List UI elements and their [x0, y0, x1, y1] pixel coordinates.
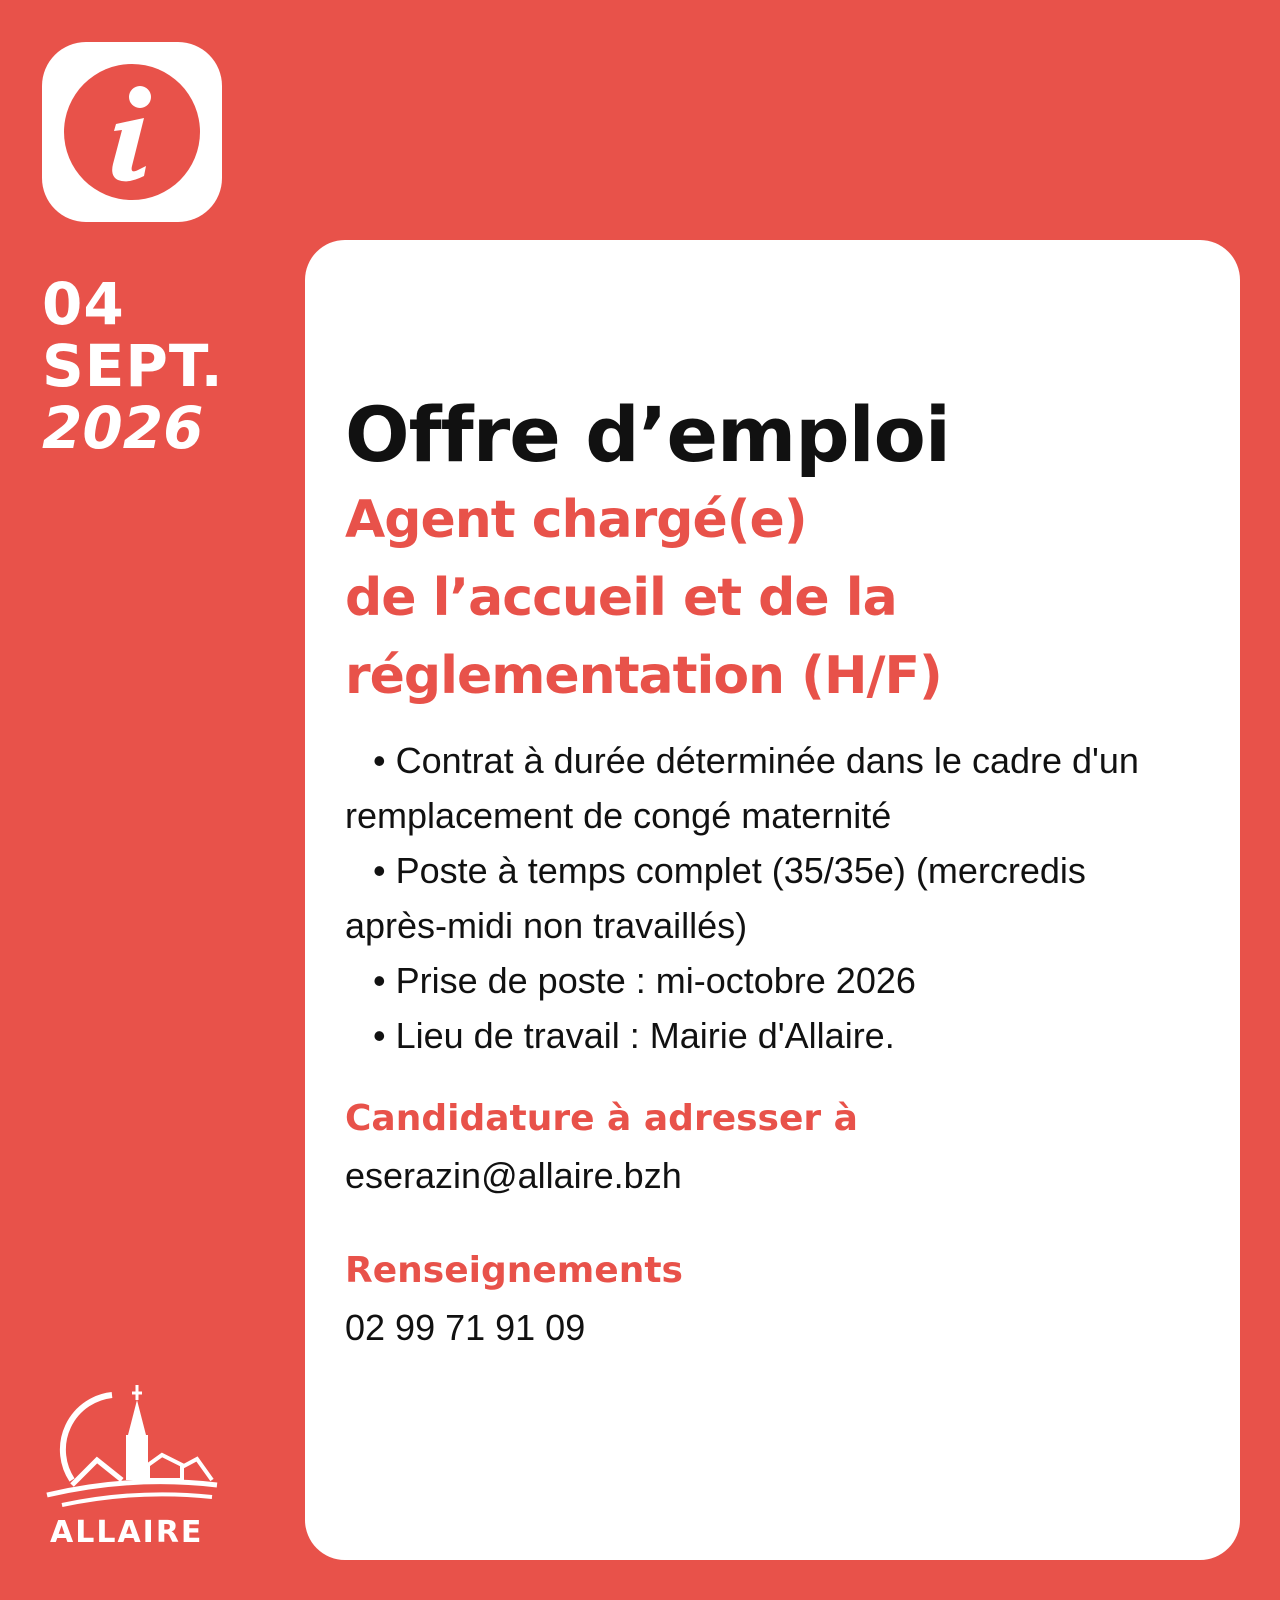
info-heading: Renseignements — [345, 1250, 683, 1292]
page-title: Offre d’emploi — [345, 390, 950, 479]
job-offer-content — [345, 390, 1200, 1350]
job-title-line: réglementation (H/F) — [345, 645, 942, 706]
info-icon — [42, 42, 222, 222]
date-year: 2026 — [42, 394, 204, 462]
date-day: 04 — [42, 270, 125, 338]
logo-text: ALLAIRE — [50, 1515, 204, 1550]
town-logo — [42, 1385, 227, 1560]
job-title-line: Agent chargé(e) — [345, 489, 807, 550]
job-detail-item: après-midi non travaillés) — [345, 904, 748, 946]
job-detail-item: • Contrat à durée déterminée dans le cadre d'un — [373, 739, 1139, 781]
application-email-link[interactable]: eserazin@allaire.bzh — [345, 1154, 682, 1196]
job-detail-item: • Prise de poste : mi-octobre 2026 — [373, 959, 916, 1001]
job-detail-item: • Poste à temps complet (35/35e) (mercredis — [373, 849, 1086, 891]
application-heading: Candidature à adresser à — [345, 1097, 858, 1139]
job-details-list — [345, 733, 1200, 1063]
job-offer-card — [305, 240, 1240, 1560]
job-detail-item: • Lieu de travail : Mairie d'Allaire. — [373, 1014, 895, 1056]
job-title — [345, 481, 1200, 715]
job-detail-item: remplacement de congé maternité — [345, 794, 892, 836]
date-month: SEPT. — [42, 332, 224, 400]
info-phone: 02 99 71 91 09 — [345, 1307, 586, 1349]
job-title-line: de l’accueil et de la — [345, 567, 897, 628]
church-logo-icon — [42, 1385, 227, 1515]
publication-date — [42, 270, 224, 462]
info-badge — [42, 42, 222, 222]
